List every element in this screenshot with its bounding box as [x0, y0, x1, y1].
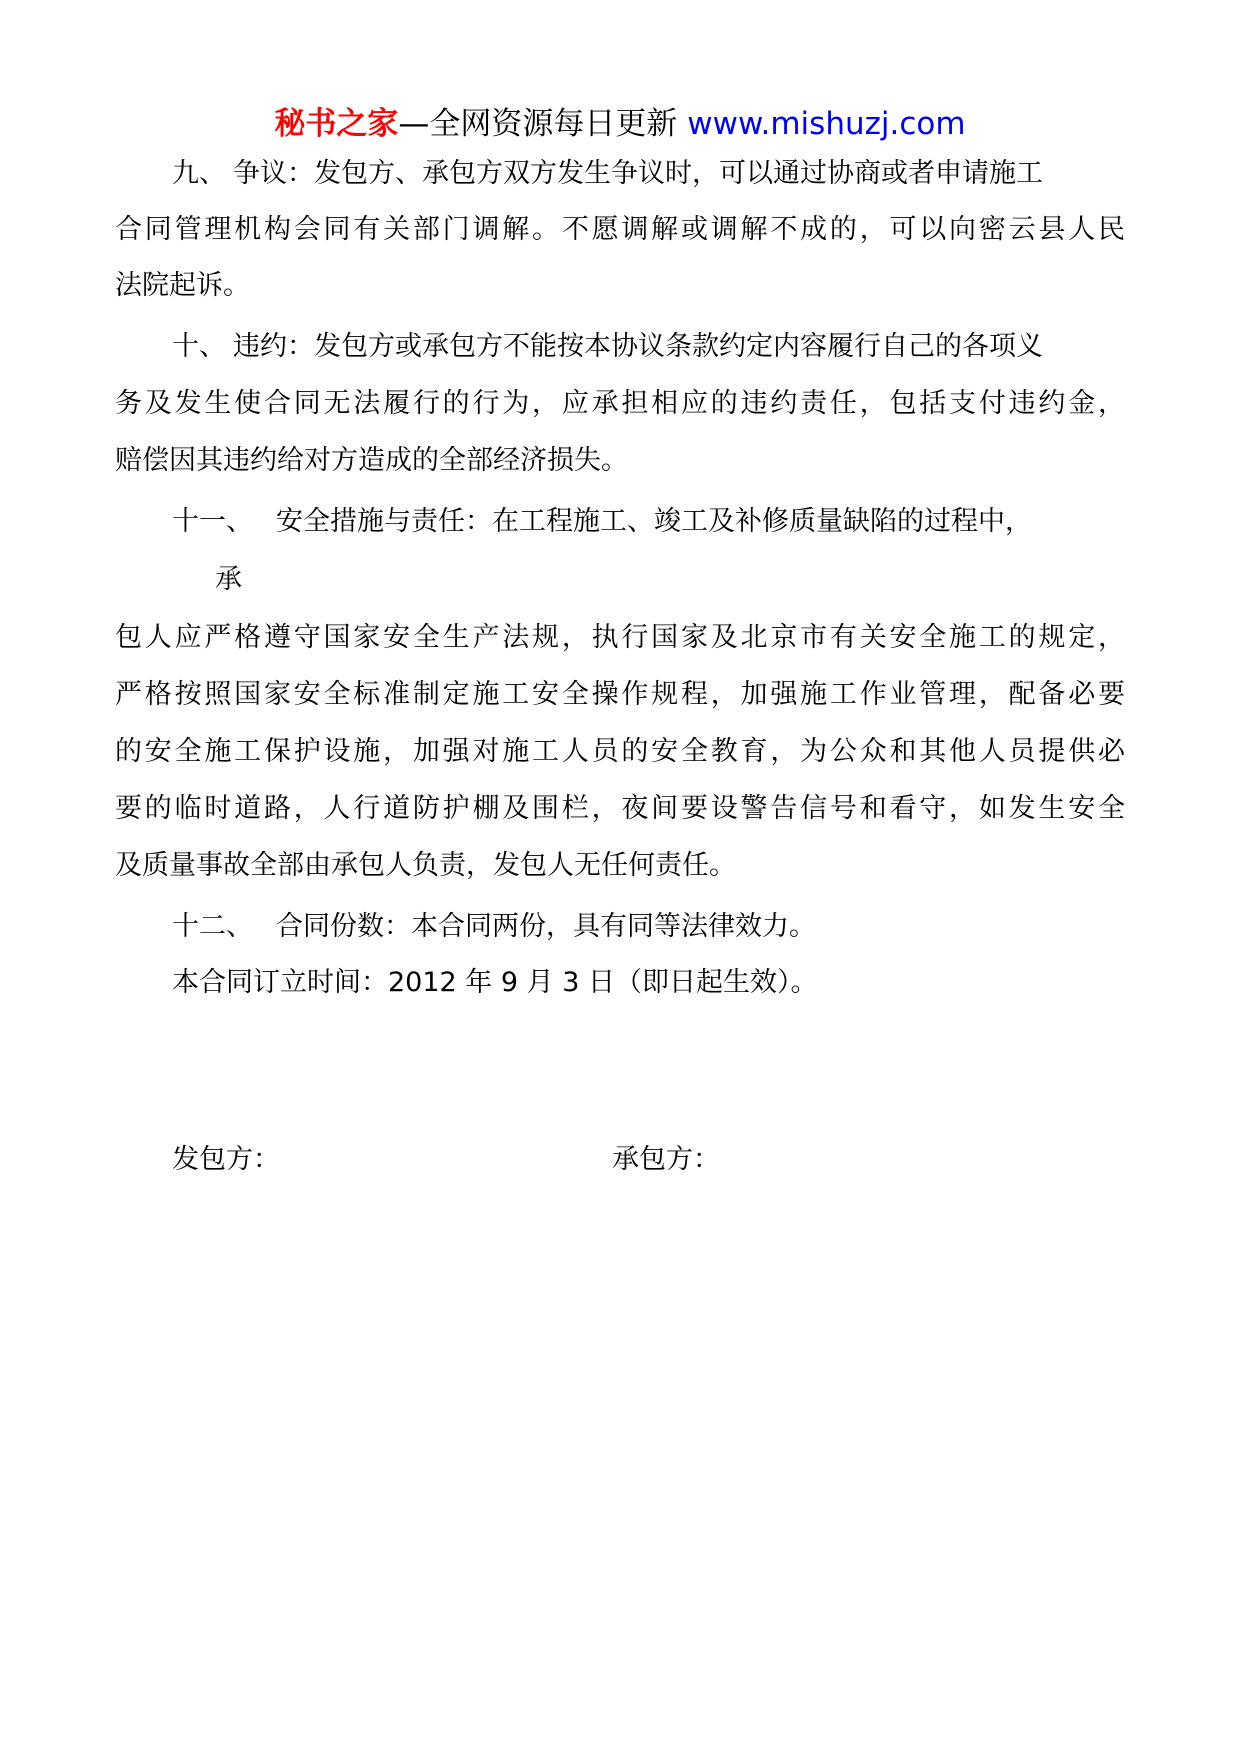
clause-10-text-1: 违约：发包方或承包方不能按本协议条款约定内容履行自己的各项义 [233, 331, 1043, 362]
clause-9-line-1 [172, 154, 1043, 194]
clause-11-line-1b: 承 [215, 564, 242, 595]
clause-10-line-1 [172, 327, 1043, 367]
clause-10-line-2: 务及发生使合同无法履行的行为，应承担相应的违约责任，包括支付违约金， [115, 388, 1125, 419]
clause-11-number: 十一、 [172, 506, 253, 537]
clause-11-line-6: 及质量事故全部由承包人负责，发包人无任何责任。 [115, 850, 736, 881]
clause-11-text-1: 安全措施与责任：在工程施工、竣工及补修质量缺陷的过程中， [276, 506, 1032, 537]
clause-11-line-4: 的安全施工保护设施，加强对施工人员的安全教育，为公众和其他人员提供必 [115, 736, 1125, 767]
clause-12-number: 十二、 [172, 911, 253, 942]
clause-11-line-5: 要的临时道路，人行道防护棚及围栏，夜间要设警告信号和看守，如发生安全 [115, 793, 1125, 824]
site-header [0, 104, 1240, 144]
contract-date-line: 本合同订立时间：2012 年 9 月 3 日（即日起生效）。 [172, 967, 818, 998]
clause-10-line-3: 赔偿因其违约给对方造成的全部经济损失。 [115, 445, 628, 476]
clause-9-line-3: 法院起诉。 [115, 270, 250, 301]
clause-10-number: 十、 [172, 331, 226, 362]
clause-11-line-2: 包人应严格遵守国家安全生产法规，执行国家及北京市有关安全施工的规定， [115, 622, 1125, 653]
contractor-signature-label: 承包方： [612, 1144, 720, 1175]
clause-9-text-1: 争议：发包方、承包方双方发生争议时，可以通过协商或者申请施工 [233, 158, 1043, 189]
employer-signature-label: 发包方： [172, 1144, 280, 1175]
site-url[interactable]: www.mishuzj.com [687, 106, 966, 142]
clause-12-text-1: 合同份数：本合同两份，具有同等法律效力。 [276, 911, 816, 942]
brand-name: 秘书之家 [274, 106, 399, 142]
clause-12-line-1 [172, 907, 816, 947]
clause-11-line-3: 严格按照国家安全标准制定施工安全操作规程，加强施工作业管理，配备必要 [115, 679, 1125, 710]
header-slogan: —全网资源每日更新 [398, 106, 678, 142]
clause-9-number: 九、 [172, 158, 226, 189]
clause-11-line-1 [172, 502, 1032, 542]
clause-9-line-2: 合同管理机构会同有关部门调解。不愿调解或调解不成的，可以向密云县人民 [115, 214, 1125, 245]
